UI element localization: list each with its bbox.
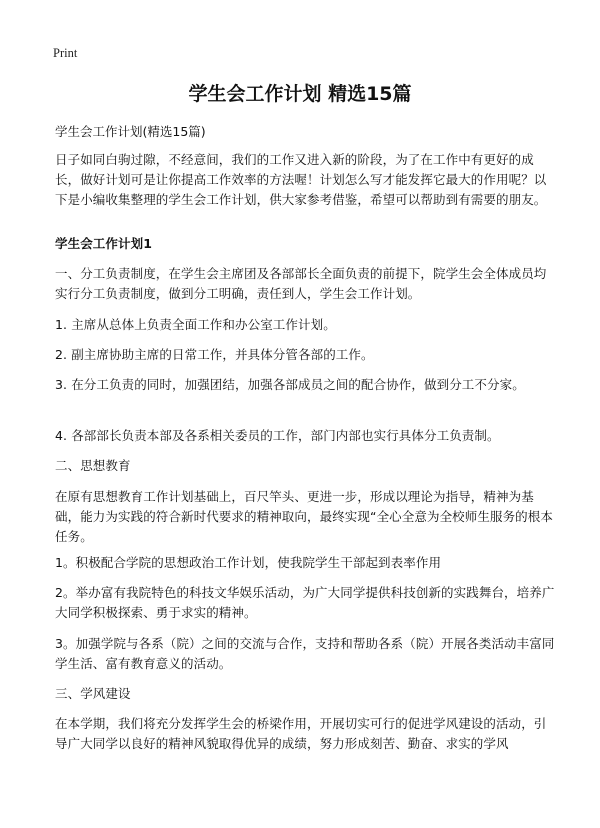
section-heading: 学生会工作计划1 xyxy=(55,236,152,251)
part1-item-1: 1. 主席从总体上负责全面工作和办公室工作计划。 xyxy=(55,317,336,332)
document-subtitle: 学生会工作计划(精选15篇) xyxy=(55,124,206,139)
part3-heading: 三、学风建设 xyxy=(55,686,131,701)
part1-intro-paragraph: 一、分工负责制度，在学生会主席团及各部部长全面负责的前提下，院学生会全体成员均实行分工负责制度，做到分工明确，责任到人，学生会工作计划。 xyxy=(55,266,547,301)
intro-paragraph: 日子如同白驹过隙，不经意间，我们的工作又进入新的阶段，为了在工作中有更好的成长，做好计划可是让你提高工作效率的方法喔！计划怎么写才能发挥它最大的作用呢？以下是小编收集整理的学生会工作计划，供大家参考借鉴，希望可以帮助到有需要的朋友。 xyxy=(55,152,547,207)
part2-item-1: 1。积极配合学院的思想政治工作计划，使我院学生干部起到表率作用 xyxy=(55,555,442,570)
part2-item-3: 3。加强学院与各系（院）之间的交流与合作，支持和帮助各系（院）开展各类活动丰富同学生活、富有教育意义的活动。 xyxy=(55,636,555,671)
part3-intro-paragraph: 在本学期，我们将充分发挥学生会的桥梁作用，开展切实可行的促进学风建设的活动，引导广大同学以良好的精神风貌取得优异的成绩，努力形成刻苦、勤奋、求实的学风 xyxy=(55,716,547,751)
part2-intro-paragraph: 在原有思想教育工作计划基础上，百尺竿头、更进一步，形成以理论为指导，精神为基础，能力为实践的符合新时代要求的精神取向，最终实现“全心全意为全校师生服务的根本任务。 xyxy=(55,489,553,544)
part2-heading: 二、思想教育 xyxy=(55,458,131,473)
part1-item-2: 2. 副主席协助主席的日常工作，并具体分管各部的工作。 xyxy=(55,347,374,362)
print-label: Print xyxy=(53,46,78,60)
part1-item-4: 4. 各部部长负责本部及各系相关委员的工作，部门内部也实行具体分工负责制。 xyxy=(55,428,500,443)
document-title: 学生会工作计划 精选15篇 xyxy=(188,83,412,105)
part2-item-2: 2。举办富有我院特色的科技文华娱乐活动，为广大同学提供科技创新的实践舞台，培养广大同学积极探索、勇于求实的精神。 xyxy=(55,585,555,620)
part1-item-3: 3. 在分工负责的同时，加强团结，加强各部成员之间的配合协作，做到分工不分家。 xyxy=(55,377,525,392)
